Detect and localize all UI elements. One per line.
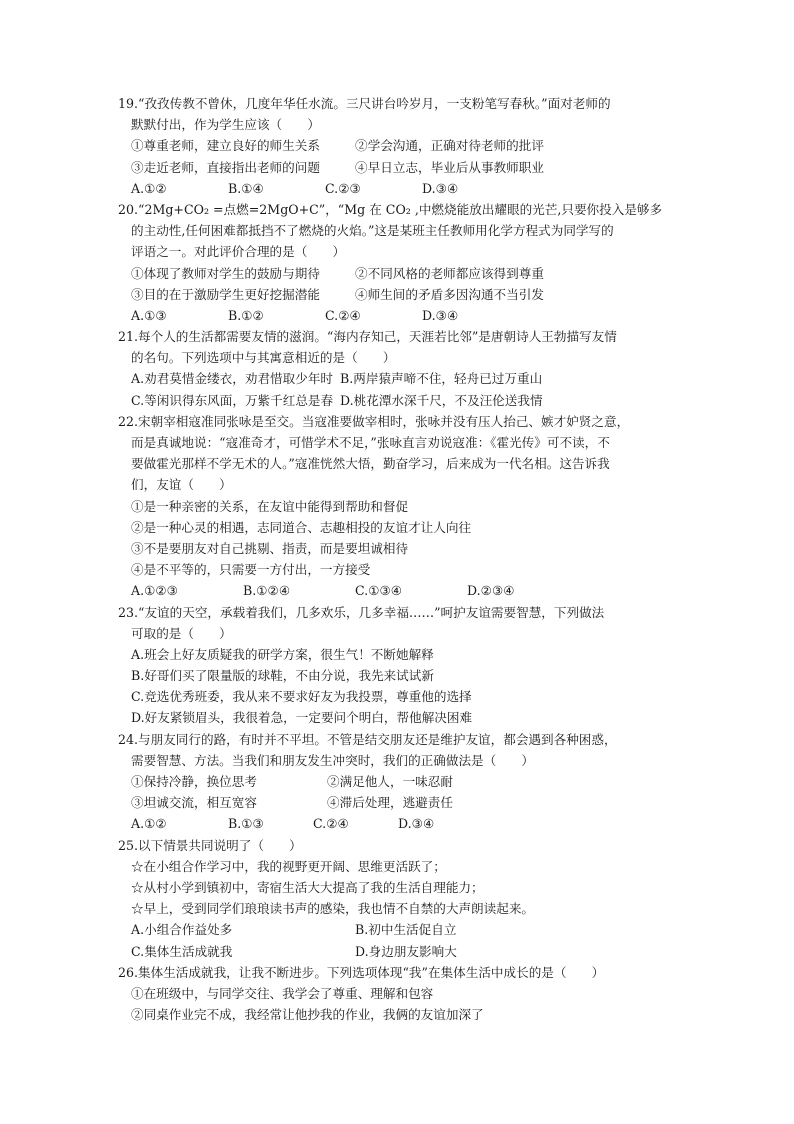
question-stem: 26.集体生活成就我，让我不断进步。下列选项体现“我”在集体生活中成长的是（ ） <box>118 964 605 980</box>
statement: ☆早上，受到同学们琅琅读书声的感染，我也情不自禁的大声朗读起来。 <box>131 901 534 917</box>
statement-row <box>118 263 688 284</box>
statement: ②是一种心灵的相遇，志同道合、志趣相投的友谊才让人向往 <box>131 519 472 535</box>
option: A.①②③ <box>131 583 178 599</box>
statement-row <box>118 771 688 792</box>
option: A.劝君莫惜金缕衣，劝君惜取少年时 <box>131 371 334 387</box>
question-stem: 可取的是（ ） <box>131 625 232 641</box>
question-stem: 而是真诚地说：“寇准奇才，可惜学术不足，”张咏直言劝说寇准：《霍光传》可不读，不 <box>131 435 610 450</box>
question-26 <box>118 962 688 1026</box>
question-23 <box>118 602 688 729</box>
option: B.①② <box>228 307 264 323</box>
question-stem: 默默付出，作为学生应该（ ） <box>131 117 320 133</box>
option: B.好哥们买了限量版的球鞋，不由分说，我先来试试新 <box>131 668 434 684</box>
statement: ①保持冷静，换位思考 <box>131 774 257 789</box>
question-22 <box>118 411 688 602</box>
option: D.③④ <box>422 307 459 323</box>
statement: ③坦诚交流，相互宽容 <box>131 795 257 811</box>
question-25 <box>118 835 688 962</box>
option: D.桃花潭水深千尺，不及汪伦送我情 <box>340 392 543 408</box>
statement: ②满足他人，一味忍耐 <box>327 774 453 789</box>
option: D.好友紧锁眉头，我很着急，一定要问个明白，帮他解决困难 <box>131 710 473 726</box>
statement: ①是一种亲密的关系，在友谊中能得到帮助和督促 <box>131 498 409 514</box>
statement: ②同桌作业完不成，我经常让他抄我的作业，我俩的友谊加深了 <box>131 1007 484 1023</box>
option: B.初中生活促自立 <box>355 922 457 938</box>
option: A.班会上好友质疑我的研学方案，很生气！不断她解释 <box>131 646 434 662</box>
statement: ☆从村小学到镇初中，寄宿生活大大提高了我的生活自理能力； <box>131 879 484 895</box>
option: C.集体生活成就我 <box>131 943 233 959</box>
option-row <box>118 305 688 326</box>
option: A.①③ <box>131 307 167 323</box>
question-24 <box>118 729 688 835</box>
option: D.③④ <box>398 816 435 832</box>
question-stem: 要做霍光那样不学无术的人。”寇准恍然大悟，勤奋学习，后来成为一代名相。这告诉我 <box>131 456 610 472</box>
statement: ☆在小组合作学习中，我的视野更开阔、思维更活跃了； <box>131 858 446 874</box>
option-row <box>118 580 688 601</box>
option: A.①② <box>131 180 167 196</box>
option: B.①②④ <box>243 583 291 599</box>
option-row <box>118 813 688 834</box>
statement: ①尊重老师，建立良好的师生关系 <box>131 138 320 154</box>
option: B.①③ <box>228 816 264 832</box>
option: A.小组合作益处多 <box>131 922 233 938</box>
statement: ④是不平等的，只需要一方付出，一方接受 <box>131 562 371 578</box>
question-19 <box>118 93 688 199</box>
statement: ④师生间的矛盾多因沟通不当引发 <box>355 286 544 302</box>
option: C.等闲识得东风面，万紫千红总是春 <box>131 392 334 408</box>
question-stem: 24.与朋友同行的路，有时并不平坦。不管是结交朋友还是维护友谊，都会遇到各种困惑， <box>118 731 617 747</box>
question-stem: 25.以下情景共同说明了（ ） <box>118 837 302 853</box>
question-stem: 需要智慧、方法。当我们和朋友发生冲突时，我们的正确做法是（ ） <box>131 752 534 768</box>
option: C.②③ <box>325 180 361 196</box>
option-row <box>118 919 688 940</box>
question-stem: 21.每个人的生活都需要友情的滋润。“海内存知己，天涯若比邻”是唐朝诗人王勃描写友情 <box>118 329 617 345</box>
option-row <box>118 941 688 962</box>
statement-row <box>118 135 688 156</box>
option: D.③④ <box>422 180 459 196</box>
statement-row <box>118 157 688 178</box>
question-stem: 们，友谊（ ） <box>131 477 232 493</box>
option: C.②④ <box>325 307 361 323</box>
option: B.①④ <box>228 180 264 196</box>
option: C.②④ <box>313 816 349 832</box>
statement: ②不同风格的老师都应该得到尊重 <box>355 265 544 281</box>
statement: ①体现了教师对学生的鼓励与期待 <box>131 265 320 281</box>
option: B.两岸猿声啼不住，轻舟已过万重山 <box>340 371 543 387</box>
question-stem: 19.“孜孜传教不曾休，几度年华任水流。三尺讲台吟岁月，一支粉笔写春秋。”面对老师的 <box>118 96 611 111</box>
question-stem: 评语之一。对此评价合理的是（ ） <box>131 244 346 260</box>
question-stem: 20.“2Mg+CO₂ =点燃=2MgO+C”，“Mg 在 CO₂ ,中燃烧能放出耀眼的光芒,只要你投入是够多 <box>118 201 663 217</box>
statement-row <box>118 792 688 813</box>
question-stem: 的名句。下列选项中与其寓意相近的是（ ） <box>131 350 396 366</box>
statement: ②学会沟通，正确对待老师的批评 <box>355 138 544 154</box>
option: D.身边朋友影响大 <box>355 943 457 959</box>
statement: ③走近老师，直接指出老师的问题 <box>131 159 320 175</box>
option: D.②③④ <box>467 583 515 599</box>
question-21 <box>118 326 688 411</box>
question-stem: 22.宋朝宰相寇准同张咏是至交。当寇准要做宰相时，张咏并没有压人抬己、嫉才妒贤之意， <box>118 413 630 429</box>
statement: ①在班级中，与同学交往、我学会了尊重、理解和包容 <box>131 985 434 1001</box>
option-row <box>118 178 688 199</box>
question-stem: 的主动性,任何困难都抵挡不了燃烧的火焰。”这是某班主任教师用化学方程式为同学写的 <box>131 223 614 239</box>
statement: ④滞后处理，逃避责任 <box>327 795 453 811</box>
question-list <box>118 93 688 1025</box>
option: C.①③④ <box>355 583 403 599</box>
question-stem: 23.“友谊的天空，承载着我们，几多欢乐，几多幸福……”呵护友谊需要智慧，下列做法 <box>118 604 605 620</box>
option-row <box>118 390 688 411</box>
statement: ③目的在于激励学生更好挖掘潜能 <box>131 286 320 302</box>
statement: ④早日立志，毕业后从事教师职业 <box>355 159 544 175</box>
option-row <box>118 368 688 389</box>
statement: ③不是要朋友对自己挑剔、指责，而是要坦诚相待 <box>131 540 409 556</box>
question-20 <box>118 199 688 326</box>
option: A.①② <box>131 816 167 832</box>
option: C.竞选优秀班委，我从来不要求好友为我投票，尊重他的选择 <box>131 689 472 705</box>
statement-row <box>118 284 688 305</box>
